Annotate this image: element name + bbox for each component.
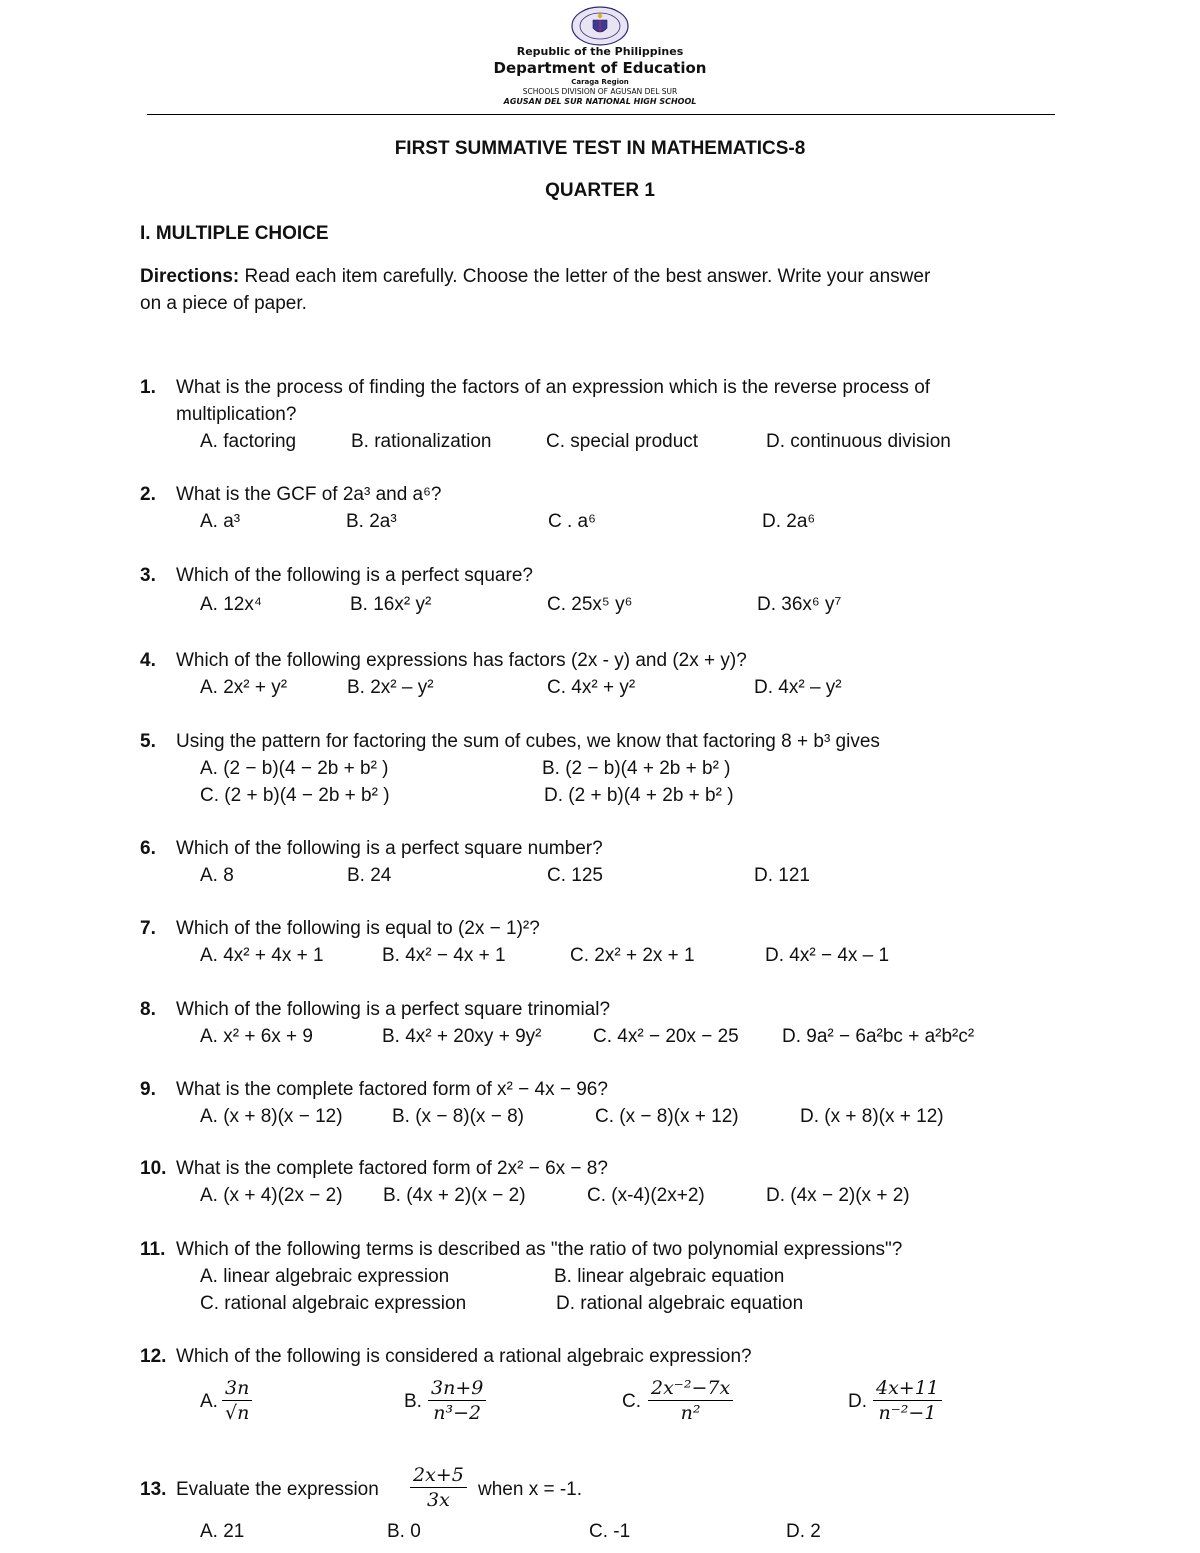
option-a: A. (2 − b)(4 − 2b + b² ) [200, 758, 389, 779]
question-number: 8. [140, 999, 156, 1020]
question-text: Which of the following is considered a rational algebraic expression? [176, 1346, 752, 1367]
option-b: B. 16x² y² [350, 594, 432, 615]
header-divider [147, 114, 1055, 115]
option-a: A. 12x⁴ [200, 594, 263, 615]
option-b-letter: B. [404, 1391, 422, 1412]
option-d: D. 2 [786, 1521, 821, 1542]
option-d-letter: D. [848, 1391, 867, 1412]
option-c: C. 4x² − 20x − 25 [593, 1026, 739, 1047]
question-number: 3. [140, 565, 156, 586]
question-text: Which of the following expressions has factors (2x - y) and (2x + y)? [176, 650, 747, 671]
page-title: FIRST SUMMATIVE TEST IN MATHEMATICS-8 [394, 138, 806, 159]
question-text: What is the GCF of 2a³ and a⁶? [176, 484, 442, 505]
question-number: 13. [140, 1479, 167, 1500]
option-b: B. 0 [387, 1521, 421, 1542]
option-d: D. (2 + b)(4 + 2b + b² ) [544, 785, 734, 806]
question-number: 12. [140, 1346, 167, 1367]
option-a: A. linear algebraic expression [200, 1266, 450, 1287]
option-c: C . a⁶ [548, 511, 596, 532]
directions [140, 263, 930, 290]
question-text: Which of the following is equal to (2x − 1)²? [176, 918, 540, 939]
option-b: B. 4x² − 4x + 1 [382, 945, 506, 966]
option-d-fraction [873, 1376, 942, 1425]
option-d: D. 9a² − 6a²bc + a²b²c² [782, 1026, 975, 1047]
option-a-fraction [222, 1376, 252, 1425]
question-text: Evaluate the expression [176, 1479, 379, 1500]
question-text: Which of the following terms is described as "the ratio of two polynomial expressions"? [176, 1239, 903, 1260]
option-a: A. x² + 6x + 9 [200, 1026, 313, 1047]
question-number: 10. [140, 1158, 167, 1179]
option-d: D. 4x² − 4x – 1 [765, 945, 890, 966]
header-school: AGUSAN DEL SUR NATIONAL HIGH SCHOOL [503, 97, 697, 106]
option-d: D. (x + 8)(x + 12) [800, 1106, 944, 1127]
option-c: C. (2 + b)(4 − 2b + b² ) [200, 785, 390, 806]
question-text-after: when x = -1. [478, 1479, 583, 1500]
question-text: Which of the following is a perfect square trinomial? [176, 999, 611, 1020]
option-b: B. 2x² – y² [347, 677, 434, 698]
question-number: 11. [140, 1239, 166, 1260]
option-d: D. 36x⁶ y⁷ [757, 594, 842, 615]
option-c: C. rational algebraic expression [200, 1293, 467, 1314]
question-number: 6. [140, 838, 156, 859]
quarter-label: QUARTER 1 [545, 180, 655, 201]
fraction-denominator: 3x [427, 1489, 450, 1511]
option-b-fraction [428, 1376, 486, 1425]
question-number: 2. [140, 484, 156, 505]
option-a: A. (x + 8)(x − 12) [200, 1106, 343, 1127]
question-text: What is the process of finding the factors of an expression which is the reverse process of [176, 377, 931, 398]
question-text: Which of the following is a perfect square number? [176, 838, 603, 859]
option-c: C. (x-4)(2x+2) [587, 1185, 705, 1206]
option-b: B. linear algebraic equation [554, 1266, 785, 1287]
option-b: B. 4x² + 20xy + 9y² [382, 1026, 542, 1047]
deped-seal-logo [571, 6, 629, 46]
fraction-numerator: 3n [222, 1376, 252, 1401]
question-number: 5. [140, 731, 156, 752]
fraction-numerator: 3n+9 [428, 1376, 486, 1401]
option-c: C. 25x⁵ y⁶ [547, 594, 633, 615]
option-b: B. 24 [347, 865, 392, 886]
option-b: B. 2a³ [346, 511, 397, 532]
option-a: A. 21 [200, 1521, 245, 1542]
option-d: D. rational algebraic equation [556, 1293, 804, 1314]
header-department: Department of Education [493, 59, 707, 77]
option-b: B. (2 − b)(4 + 2b + b² ) [542, 758, 731, 779]
option-a: A. (x + 4)(2x − 2) [200, 1185, 343, 1206]
option-c-fraction [648, 1376, 733, 1425]
question-number: 4. [140, 650, 156, 671]
question-text: Using the pattern for factoring the sum of cubes, we know that factoring 8 + b³ gives [176, 731, 880, 752]
fraction-denominator: √n [225, 1402, 250, 1424]
option-b: B. rationalization [351, 431, 492, 452]
header-republic: Republic of the Philippines [516, 45, 684, 58]
fraction-numerator: 4x+11 [873, 1376, 942, 1401]
option-a-letter: A. [200, 1391, 218, 1412]
section-heading: I. MULTIPLE CHOICE [140, 223, 329, 244]
fraction-denominator: n⁻²−1 [878, 1402, 937, 1424]
option-c: C. special product [546, 431, 699, 452]
option-c: C. 2x² + 2x + 1 [570, 945, 695, 966]
fraction-numerator: 2x⁻²−7x [648, 1376, 733, 1401]
option-d: D. 2a⁶ [762, 511, 816, 532]
option-d: D. 121 [754, 865, 810, 886]
option-b: B. (x − 8)(x − 8) [392, 1106, 524, 1127]
option-c: C. 125 [547, 865, 603, 886]
option-a: A. 8 [200, 865, 234, 886]
option-a: A. 4x² + 4x + 1 [200, 945, 324, 966]
option-a: A. a³ [200, 511, 241, 532]
option-d: D. 4x² – y² [754, 677, 842, 698]
fraction-denominator: n² [680, 1402, 701, 1424]
question-text-continued: multiplication? [176, 404, 297, 425]
option-a: A. 2x² + y² [200, 677, 288, 698]
question-number: 1. [140, 377, 156, 398]
header-division: SCHOOLS DIVISION OF AGUSAN DEL SUR [522, 87, 678, 96]
option-c-letter: C. [622, 1391, 641, 1412]
option-d: D. continuous division [766, 431, 951, 452]
question-text: What is the complete factored form of 2x² − 6x − 8? [176, 1158, 608, 1179]
directions-text-2: on a piece of paper. [140, 293, 307, 314]
question-number: 9. [140, 1079, 156, 1100]
question-text: What is the complete factored form of x² − 4x − 96? [176, 1079, 608, 1100]
question-number: 7. [140, 918, 156, 939]
question-text: Which of the following is a perfect square? [176, 565, 533, 586]
header-region: Caraga Region [571, 78, 629, 86]
fraction-denominator: n³−2 [433, 1402, 482, 1424]
directions-label: Directions: [140, 266, 240, 287]
option-c: C. -1 [589, 1521, 631, 1542]
directions-text-1: Read each item carefully. Choose the letter of the best answer. Write your answer [239, 266, 931, 287]
option-a: A. factoring [200, 431, 297, 452]
option-c: C. (x − 8)(x + 12) [595, 1106, 739, 1127]
fraction-numerator: 2x+5 [410, 1463, 467, 1488]
expression-fraction [410, 1463, 467, 1512]
option-b: B. (4x + 2)(x − 2) [383, 1185, 526, 1206]
option-d: D. (4x − 2)(x + 2) [766, 1185, 910, 1206]
option-c: C. 4x² + y² [547, 677, 636, 698]
